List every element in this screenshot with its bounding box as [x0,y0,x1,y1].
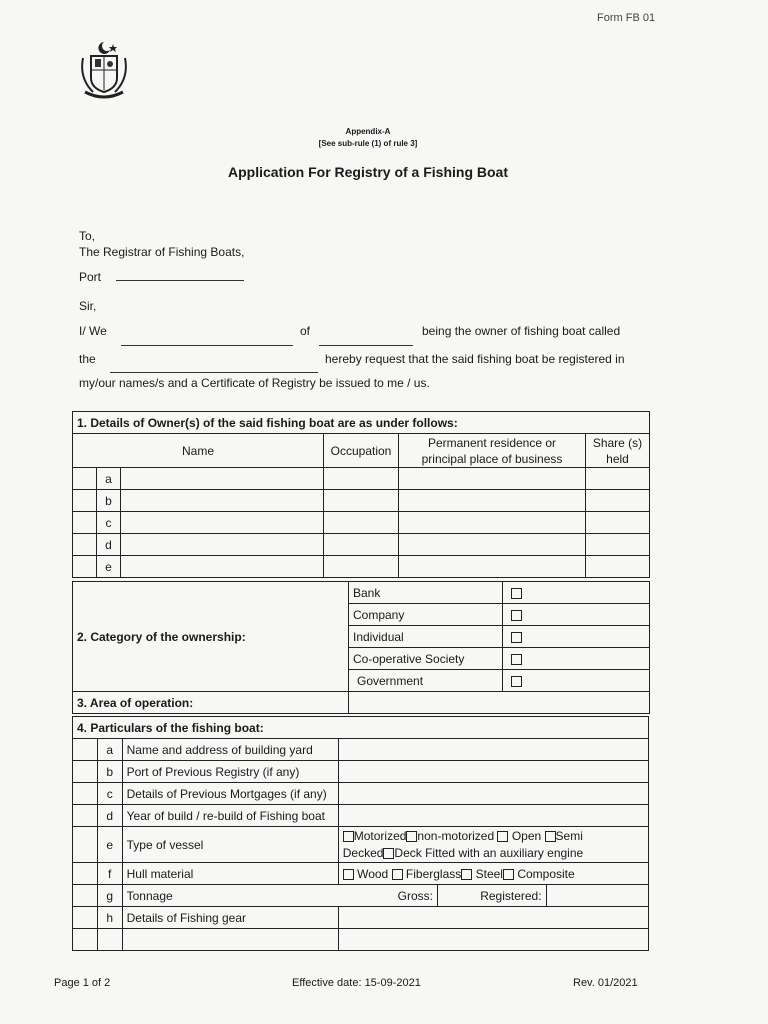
area-of-operation-field[interactable] [349,692,650,714]
motorized-checkbox[interactable] [343,831,354,842]
of-label: of [300,324,311,338]
boat-name-field[interactable] [110,372,318,373]
request-label: hereby request that the said fishing boat be registered in [325,352,625,366]
registered-field[interactable] [546,885,648,907]
semi-checkbox[interactable] [545,831,556,842]
port-label: Port [79,270,102,284]
table-row: e Type of vessel Motorized non-motorized Open Semi Decked Deck Fitted with an auxiliary engine [73,827,649,863]
section-2-title: 2. Category of the ownership: [73,582,349,692]
government-checkbox[interactable] [511,676,522,687]
steel-checkbox[interactable] [461,869,472,880]
revision: Rev. 01/2021 [573,977,638,989]
table-row: b Port of Previous Registry (if any) [73,761,649,783]
salutation: Sir, [79,299,97,313]
sub-rule-label: [See sub-rule (1) of rule 3] [318,139,418,148]
deck-fitted-checkbox[interactable] [383,848,394,859]
col-name: Name [73,434,324,468]
owner-details-table [72,411,650,578]
table-row: h Details of Fishing gear [73,907,649,929]
non-motorized-checkbox[interactable] [406,831,417,842]
bank-checkbox[interactable] [511,588,522,599]
section-4-title: 4. Particulars of the fishing boat: [73,717,649,739]
col-residence: Permanent residence or principal place of business [399,434,586,468]
appendix-label: Appendix-A [345,127,391,136]
cooperative-checkbox[interactable] [511,654,522,665]
boat-particulars-table [72,716,649,951]
open-checkbox[interactable] [497,831,508,842]
to-label: To, [79,229,96,243]
effective-date: Effective date: 15-09-2021 [292,977,421,989]
table-row: b [73,490,650,512]
list-item: Company [73,604,650,626]
table-row: c Details of Previous Mortgages (if any) [73,783,649,805]
list-item: Individual [73,626,650,648]
table-row [73,929,649,951]
ownership-category-table [72,581,650,714]
table-row: a [73,468,650,490]
i-we-label: I/ We [79,324,107,338]
page-number: Page 1 of 2 [54,977,111,989]
company-checkbox[interactable] [511,610,522,621]
section-1-title: 1. Details of Owner(s) of the said fishing boat are as under follows: [73,412,650,434]
owner-called-label: being the owner of fishing boat called [422,324,621,338]
form-number: Form FB 01 [597,12,656,24]
applicant-name-field[interactable] [121,345,293,346]
state-emblem-icon [75,38,133,102]
request-line-3: my/our names/s and a Certificate of Registry be issued to me / us. [79,376,430,390]
applicant-address-field[interactable] [319,345,413,346]
table-row: d Year of build / re-build of Fishing boat [73,805,649,827]
form-title: Application For Registry of a Fishing Boat [227,164,508,180]
the-label: the [79,352,96,366]
table-row: e [73,556,650,578]
list-item: Co-operative Society [73,648,650,670]
list-item: 2. Category of the ownership: Bank [73,582,650,604]
col-share: Share (s) held [586,434,650,468]
fiberglass-checkbox[interactable] [392,869,403,880]
wood-checkbox[interactable] [343,869,354,880]
section-3-title: 3. Area of operation: [73,692,349,714]
gross-label: Gross: [309,885,437,907]
list-item: Government [73,670,650,692]
table-row: g Tonnage Gross: Registered: [73,885,649,907]
table-row: f Hull material Wood Fiberglass Steel Composite [73,863,649,885]
col-occupation: Occupation [324,434,399,468]
table-row: a Name and address of building yard [73,739,649,761]
table-row: c [73,512,650,534]
registrar-label: The Registrar of Fishing Boats, [79,245,245,259]
table-row: d [73,534,650,556]
individual-checkbox[interactable] [511,632,522,643]
registered-label: Registered: [438,885,547,907]
composite-checkbox[interactable] [503,869,514,880]
port-field[interactable] [116,280,244,281]
